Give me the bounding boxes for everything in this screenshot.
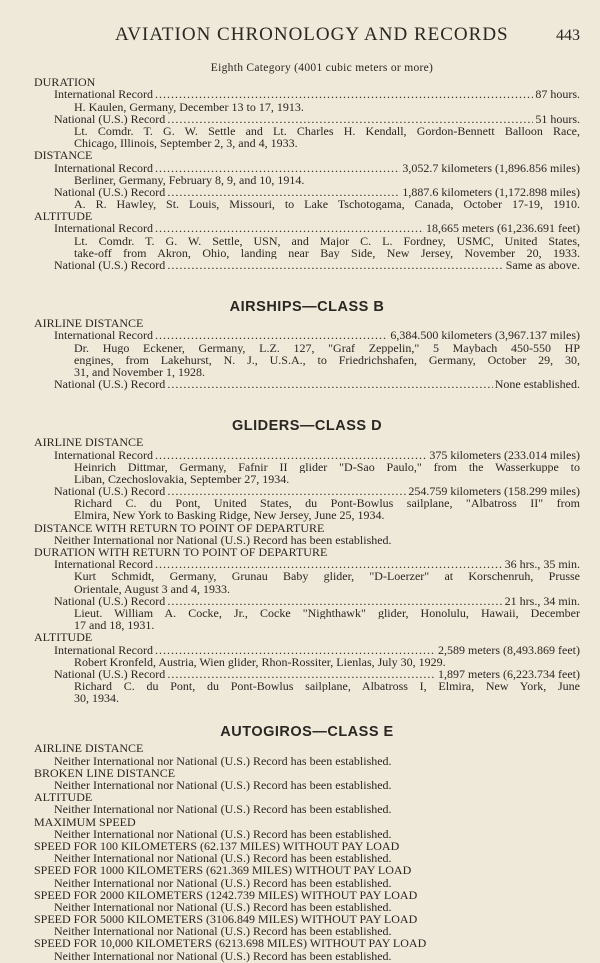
running-title: AVIATION CHRONOLOGY AND RECORDS	[115, 24, 509, 45]
record-detail: A. R. Hawley, St. Louis, Missouri, to Lake Tschotogama, Canada, October 17-19, 1910.	[74, 198, 580, 211]
record-label: National (U.S.) Record	[54, 484, 166, 499]
dot-leader	[167, 378, 492, 390]
record-label: National (U.S.) Record	[54, 666, 166, 681]
record-note: Neither International nor National (U.S.) Record has been established.	[54, 948, 392, 963]
record-heading: SPEED FOR 1000 KILOMETERS (621.369 MILES) WITHOUT PAY LOAD	[34, 863, 412, 878]
record-detail: Kurt Schmidt, Germany, Grunau Baby glider, "D-Loerzer" at Korschenruh, Prusse	[74, 570, 580, 583]
dot-leader	[155, 162, 400, 174]
dot-leader	[155, 329, 388, 341]
section-title-gliders: GLIDERS—CLASS D	[231, 418, 383, 435]
record-heading: AIRLINE DISTANCE	[34, 435, 144, 450]
record-detail: Chicago, Illinois, September 2, 3, and 4, 1933.	[74, 136, 298, 151]
record-value: 18,665 meters (61,236.691 feet)	[426, 221, 580, 236]
record-value: 2,589 meters (8,493.869 feet)	[438, 642, 580, 657]
record-note: Neither International nor National (U.S.) Record has been established.	[54, 802, 392, 817]
record-line	[34, 668, 580, 680]
record-value: 21 hrs., 34 min.	[504, 593, 580, 608]
dot-leader	[167, 485, 406, 497]
record-label: International Record	[54, 221, 153, 236]
record-value: 3,052.7 kilometers (1,896.856 miles)	[402, 160, 580, 175]
record-value: 1,887.6 kilometers (1,172.898 miles)	[402, 184, 580, 199]
record-note: Neither International nor National (U.S.) Record has been established.	[54, 899, 392, 914]
record-note: Neither International nor National (U.S.) Record has been established.	[54, 924, 392, 939]
record-value: 51 hours.	[535, 111, 580, 126]
record-heading: ALTITUDE	[34, 630, 93, 645]
record-detail: Robert Kronfeld, Austria, Wien glider, Rhon-Rossiter, Lienlas, July 30, 1929.	[74, 654, 446, 669]
record-detail: Elmira, New York to Basking Ridge, New Jersey, June 25, 1934.	[74, 508, 385, 523]
record-line	[34, 88, 580, 100]
record-label: International Record	[54, 328, 153, 343]
record-heading: DURATION	[34, 75, 96, 90]
record-heading: ALTITUDE	[34, 209, 93, 224]
record-detail: H. Kaulen, Germany, December 13 to 17, 1913.	[74, 99, 304, 114]
record-line	[34, 485, 580, 497]
record-value: None established.	[494, 377, 580, 392]
record-heading: AIRLINE DISTANCE	[34, 741, 144, 756]
record-heading: SPEED FOR 100 KILOMETERS (62.137 MILES) WITHOUT PAY LOAD	[34, 838, 400, 853]
record-detail: engines, from Lakehurst, N. J., U.S.A., to Friedrichshafen, Germany, October 29, 30,	[74, 353, 580, 366]
record-detail: Liban, Czechoslovakia, September 27, 1934.	[74, 471, 290, 486]
record-label: International Record	[54, 87, 153, 102]
record-heading: BROKEN LINE DISTANCE	[34, 765, 176, 780]
record-heading: SPEED FOR 10,000 KILOMETERS (6213.698 MILES) WITHOUT PAY LOAD	[34, 936, 427, 951]
record-detail: 17 and 18, 1931.	[74, 618, 155, 633]
record-line	[34, 113, 580, 125]
record-detail: take-off from Akron, Ohio, landing near Bay Side, New Jersey, November 20, 1933.	[74, 246, 580, 259]
record-note: Neither International nor National (U.S.) Record has been established.	[54, 826, 392, 841]
record-line	[34, 644, 580, 656]
record-line	[34, 449, 580, 461]
dot-leader	[167, 595, 502, 607]
record-heading: SPEED FOR 2000 KILOMETERS (1242.739 MILES) WITHOUT PAY LOAD	[34, 887, 418, 902]
record-label: International Record	[54, 642, 153, 657]
record-heading: DISTANCE	[34, 148, 93, 163]
record-line	[34, 378, 580, 390]
record-heading: ALTITUDE	[34, 790, 93, 805]
record-detail: Orientale, August 3 and 4, 1933.	[74, 581, 230, 596]
dot-leader	[167, 113, 533, 125]
record-line	[34, 259, 580, 271]
record-note: Neither International nor National (U.S.) Record has been established.	[54, 851, 392, 866]
record-label: International Record	[54, 557, 153, 572]
dot-leader	[167, 668, 436, 680]
record-heading: SPEED FOR 5000 KILOMETERS (3106.849 MILES) WITHOUT PAY LOAD	[34, 912, 418, 927]
record-detail: Richard C. du Pont, United States, du Pont-Bowlus sailplane, "Albatross II" from	[74, 497, 580, 510]
record-note: Neither International nor National (U.S.) Record has been established.	[54, 532, 392, 547]
record-value: 87 hours.	[535, 87, 580, 102]
record-label: International Record	[54, 160, 153, 175]
record-value: 254.759 kilometers (158.299 miles)	[408, 484, 580, 499]
section-title-airships: AIRSHIPS—CLASS B	[229, 299, 385, 316]
record-line	[34, 595, 580, 607]
record-heading: AIRLINE DISTANCE	[34, 316, 144, 331]
dot-leader	[155, 558, 503, 570]
record-detail: Berliner, Germany, February 8, 9, and 10, 1914.	[74, 172, 305, 187]
record-value: 1,897 meters (6,223.734 feet)	[438, 666, 580, 681]
running-header	[0, 24, 600, 48]
dot-leader	[155, 88, 533, 100]
record-line	[34, 222, 580, 234]
category-title: Eighth Category (4001 cubic meters or more)	[210, 62, 434, 74]
record-heading: DURATION WITH RETURN TO POINT OF DEPARTURE	[34, 545, 328, 559]
dot-leader	[167, 186, 400, 198]
record-label: National (U.S.) Record	[54, 184, 166, 199]
dot-leader	[155, 222, 424, 234]
record-value: 36 hrs., 35 min.	[504, 557, 580, 572]
record-value: Same as above.	[505, 258, 580, 272]
dot-leader	[155, 644, 436, 656]
record-heading: MAXIMUM SPEED	[34, 814, 136, 829]
record-detail: 31, and November 1, 1928.	[74, 364, 205, 379]
record-detail: Lieut. William A. Cocke, Jr., Cocke "Nighthawk" glider, Honolulu, Hawaii, December	[74, 606, 580, 620]
record-line	[34, 558, 580, 570]
record-line	[34, 186, 580, 198]
record-detail: 30, 1934.	[74, 691, 119, 706]
dot-leader	[167, 259, 503, 271]
record-label: National (U.S.) Record	[54, 111, 166, 126]
record-line	[34, 329, 580, 341]
record-detail: Heinrich Dittmar, Germany, Fafnir II glider "D-Sao Paulo," from the Wasserkuppe to	[74, 460, 580, 473]
record-label: National (U.S.) Record	[54, 593, 166, 608]
record-detail: Lt. Comdr. T. G. W. Settle and Lt. Charles H. Kendall, Gordon-Bennett Balloon Race,	[74, 124, 580, 138]
page-number: 443	[556, 27, 580, 44]
record-note: Neither International nor National (U.S.) Record has been established.	[54, 875, 392, 890]
record-detail: Dr. Hugo Eckener, Germany, L.Z. 127, "Graf Zeppelin," 5 Maybach 450-550 HP	[74, 341, 580, 354]
record-note: Neither International nor National (U.S.) Record has been established.	[54, 778, 392, 792]
record-value: 375 kilometers (233.014 miles)	[429, 447, 580, 462]
record-label: National (U.S.) Record	[54, 377, 166, 392]
record-line	[34, 162, 580, 174]
record-detail: Richard C. du Pont, du Pont-Bowlus sailplane, Albatross I, Elmira, New York, June	[74, 680, 580, 693]
record-detail: Lt. Comdr. T. G. W. Settle, USN, and Major C. L. Fordney, USMC, United States,	[74, 234, 580, 247]
record-heading: DISTANCE WITH RETURN TO POINT OF DEPARTURE	[34, 520, 325, 535]
record-note: Neither International nor National (U.S.) Record has been established.	[54, 753, 392, 768]
record-value: 6,384.500 kilometers (3,967.137 miles)	[390, 328, 580, 343]
section-title-autogiros: AUTOGIROS—CLASS E	[220, 724, 394, 741]
record-label: International Record	[54, 447, 153, 462]
dot-leader	[155, 449, 427, 461]
page-content	[34, 62, 580, 962]
record-label: National (U.S.) Record	[54, 258, 166, 272]
